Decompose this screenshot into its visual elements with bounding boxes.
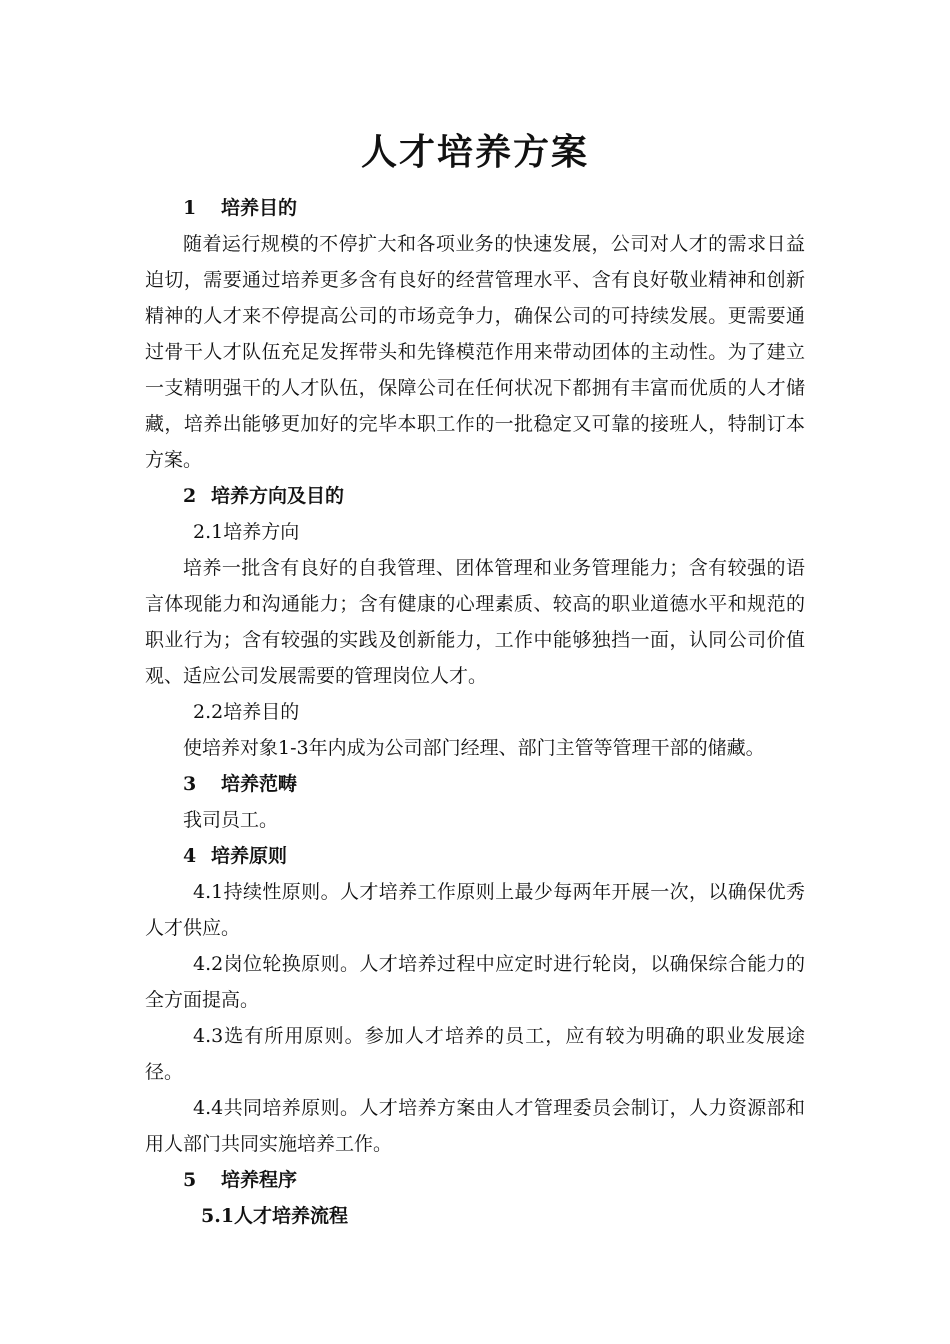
section-title: 培养方向及目的 [211, 485, 345, 507]
section-title: 培养范畴 [221, 773, 298, 795]
document-body [145, 190, 805, 1234]
subsection-heading: 5.1人才培养流程 [201, 1205, 349, 1227]
section-heading-4 [145, 838, 805, 874]
principle-item: 4.2岗位轮换原则。人才培养过程中应定时进行轮岗，以确保综合能力的全方面提高。 [145, 953, 805, 1011]
document-title: 人才培养方案 [360, 131, 589, 173]
paragraph: 培养一批含有良好的自我管理、团体管理和业务管理能力；含有较强的语言体现能力和沟通能力；含有健康的心理素质、较高的职业道德水平和规范的职业行为；含有较强的实践及创新能力，工作中能够独挡一面，认同公司价值观、适应公司发展需要的管理岗位人才。 [145, 557, 805, 687]
paragraph: 我司员工。 [183, 809, 279, 831]
principle-item: 4.3选有所用原则。参加人才培养的员工，应有较为明确的职业发展途径。 [145, 1025, 805, 1083]
section-title: 培养原则 [211, 845, 288, 867]
principle-item: 4.4共同培养原则。人才培养方案由人才管理委员会制订，人力资源部和用人部门共同实施培养工作。 [145, 1097, 805, 1155]
section-heading-2 [145, 478, 805, 514]
subsection-heading: 2.1培养方向 [193, 521, 300, 543]
principle-item: 4.1持续性原则。人才培养工作原则上最少每两年开展一次，以确保优秀人才供应。 [145, 881, 805, 939]
section-title: 培养程序 [221, 1169, 298, 1191]
paragraph: 使培养对象1-3年内成为公司部门经理、部门主管等管理干部的储藏。 [183, 737, 765, 759]
section-number: 3 [183, 773, 197, 795]
section-heading-1 [145, 190, 805, 226]
section-number: 1 [183, 197, 197, 219]
section-number: 2 [183, 485, 197, 507]
section-title: 培养目的 [221, 197, 298, 219]
section-number: 4 [183, 845, 197, 867]
subsection-heading: 2.2培养目的 [193, 701, 300, 723]
section-heading-5 [145, 1162, 805, 1198]
section-number: 5 [183, 1169, 197, 1191]
paragraph: 随着运行规模的不停扩大和各项业务的快速发展，公司对人才的需求日益迫切，需要通过培养更多含有良好的经营管理水平、含有良好敬业精神和创新精神的人才来不停提高公司的市场竞争力，确保公司的可持续发展。更需要通过骨干人才队伍充足发挥带头和先锋模范作用来带动团体的主动性。为了建立一支精明强干的人才队伍，保障公司在任何状况下都拥有丰富而优质的人才储藏，培养出能够更加好的完毕本职工作的一批稳定又可靠的接班人，特制订本方案。 [145, 233, 805, 471]
section-heading-3 [145, 766, 805, 802]
